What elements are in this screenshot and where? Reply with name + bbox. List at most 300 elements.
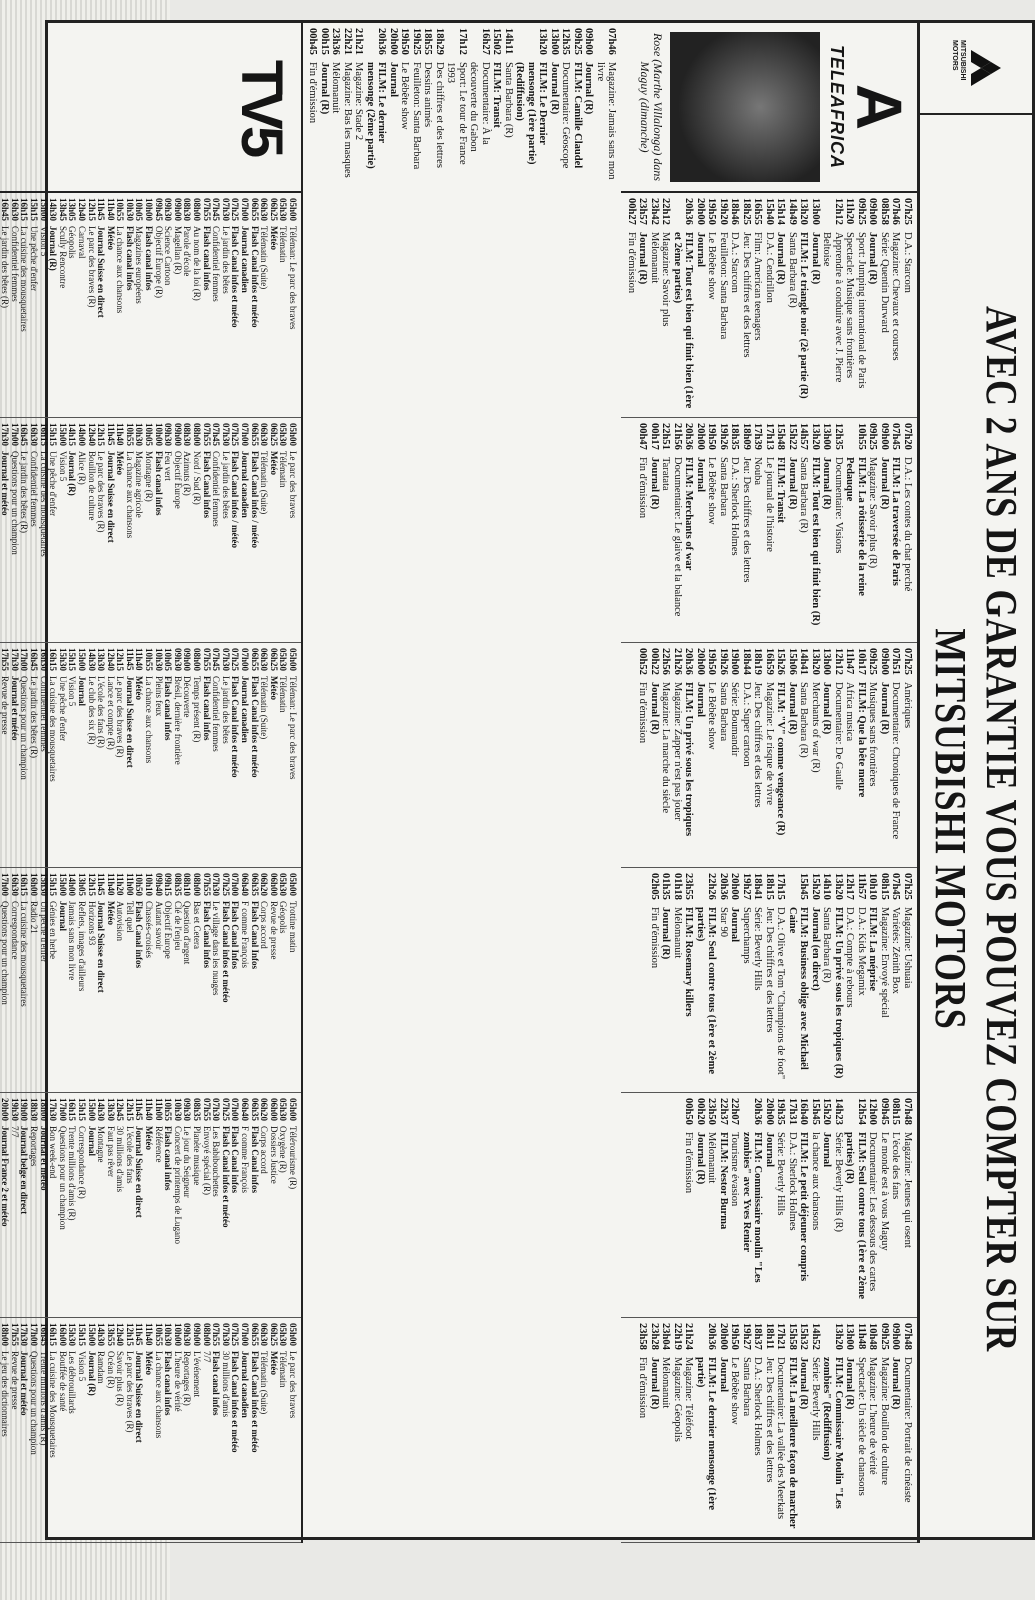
program-title: Journal (R)	[637, 232, 649, 285]
program-title: Flash Canal infos	[201, 451, 212, 519]
program-time: 08h58	[879, 198, 890, 225]
program-title: Documentaire: Visions	[833, 457, 844, 554]
program-time: 07h25	[220, 873, 231, 897]
program-entry	[163, 873, 173, 1087]
program-title: Le parc des braves (R)	[115, 676, 126, 758]
program-title: Questions pour un champion	[28, 1351, 39, 1455]
program-title: Journal	[57, 901, 68, 932]
program-entry	[890, 1323, 902, 1537]
program-entry	[0, 198, 9, 412]
program-entry	[115, 648, 125, 862]
program-time: 16h27	[480, 28, 491, 55]
program-entry	[583, 28, 595, 188]
program-title: Météo	[105, 901, 116, 925]
program-time: 00h50	[683, 1098, 695, 1125]
program-title: Journal (R)	[48, 226, 59, 271]
program-time: 06h40	[240, 1098, 251, 1122]
program-title: Magazine: Savoir plus (R)	[867, 457, 879, 569]
program-title: Journal (en direct)	[810, 907, 821, 991]
program-time: 08h30	[182, 198, 193, 222]
program-title: Nouba	[752, 457, 764, 485]
program-title: Météo	[268, 226, 279, 250]
program-time: 13h00	[821, 423, 833, 450]
program-title: Vision 5	[76, 1351, 87, 1382]
program-time: 23h04	[660, 1323, 672, 1350]
program-time: 10h55	[115, 198, 126, 222]
program-time: 16h15	[19, 873, 30, 897]
program-time: 00h22	[649, 648, 660, 675]
program-time: 14h49	[787, 198, 798, 225]
program-time: 18h00	[0, 1323, 11, 1347]
program-entry	[211, 873, 221, 1087]
program-time: 11h40	[105, 198, 116, 221]
program-entry	[365, 28, 388, 188]
program-entry	[810, 648, 822, 862]
program-time: 18h11	[764, 1323, 775, 1350]
program-time: 09h00	[182, 648, 193, 672]
program-title: Autant savoir	[153, 901, 164, 950]
program-entry	[729, 423, 741, 637]
program-title: Chassés-croisés	[144, 901, 155, 958]
program-entry	[879, 648, 891, 862]
program-time: 19h27	[741, 1323, 752, 1350]
program-time: 05h30	[278, 648, 289, 672]
program-entry	[683, 423, 695, 637]
program-entry	[9, 648, 19, 862]
program-time: 23h55	[683, 873, 695, 900]
program-entry	[683, 1323, 695, 1537]
program-title: Jeu: Des chiffres et des lettres	[764, 1357, 775, 1483]
program-time: 21h21	[353, 28, 365, 55]
program-entry	[67, 873, 77, 1087]
program-title: Nord / Sud (R)	[192, 451, 203, 505]
program-title: Magazine: Ushuaia	[902, 907, 913, 989]
program-title: Flash Canal infos et météo	[230, 676, 241, 778]
program-time: 18h41	[752, 873, 764, 900]
program-time: 13h00	[844, 1323, 856, 1350]
program-entry	[867, 1323, 879, 1537]
program-time: 16h45	[28, 648, 39, 672]
program-entry	[764, 198, 776, 412]
program-title: Flash canal infos	[144, 226, 155, 291]
program-entry	[86, 873, 96, 1087]
program-time: 15h32	[798, 1323, 810, 1350]
program-entry	[775, 873, 787, 1087]
program-time: 15h00	[57, 873, 68, 897]
program-title: Journal (R)	[649, 682, 660, 735]
program-time: 07h46	[890, 198, 902, 225]
program-title: FILM: Le triangle noir (2è partie (R)	[798, 232, 810, 399]
program-entry	[844, 873, 856, 1087]
program-title: la chance aux chansons	[810, 1132, 821, 1231]
program-time: 07h00	[240, 423, 251, 447]
program-entry	[879, 873, 891, 1087]
program-title: FILM: "V" comme vengeance (R)	[775, 682, 787, 836]
program-entry	[718, 1323, 730, 1537]
program-title: Le jardin des bêtes	[220, 451, 231, 519]
program-time: 15h06	[787, 648, 798, 675]
program-time: 15h48	[775, 423, 787, 450]
program-time: 15h15	[28, 198, 39, 222]
program-entry	[287, 198, 297, 412]
program-title: Bouffée de santé	[57, 1351, 68, 1412]
program-entry	[191, 873, 201, 1087]
program-entry	[706, 1098, 718, 1312]
program-time: 09h00	[879, 423, 890, 450]
program-time: 23h36	[330, 28, 342, 55]
program-title: Confidentiel femmes	[28, 451, 39, 527]
program-entry	[287, 873, 297, 1087]
program-title: FILM: Business oblige avec Michaël Caine	[787, 907, 810, 1070]
program-entry	[775, 1323, 787, 1537]
program-time: 05h00	[288, 198, 298, 222]
program-title: Flash Canal infos	[249, 1126, 260, 1194]
program-title: Trente millions d'amis (R)	[67, 1126, 78, 1221]
program-title: FILM: La méprise	[867, 907, 879, 991]
program-time: 07h30	[220, 648, 231, 672]
program-entry	[902, 1323, 914, 1537]
program-title: D.A.: Cendrillon	[764, 232, 775, 303]
program-title: Météo	[144, 1351, 155, 1375]
program-title: Magazine: Envoyé spécial	[879, 907, 890, 1018]
program-time: 09h00	[172, 198, 183, 222]
program-title: Une pêche d'enfer	[57, 676, 68, 742]
program-entry	[798, 1098, 810, 1312]
program-title: Magellan (R)	[172, 226, 183, 275]
program-time: 06h00	[268, 873, 279, 897]
channel-row	[301, 23, 917, 1543]
program-entry	[259, 1323, 269, 1537]
program-entry	[96, 1323, 106, 1537]
program-entry	[144, 1098, 154, 1312]
program-title: Magazine: Zapper n'est pas jouer	[672, 682, 683, 821]
program-title: Journal	[388, 62, 399, 98]
program-entry	[86, 1098, 96, 1312]
program-entry	[76, 1323, 86, 1537]
program-time: 07h00	[240, 198, 251, 222]
program-title: Flash canal infos	[211, 1351, 222, 1416]
program-entry	[695, 198, 707, 412]
program-time: 12h54	[856, 1098, 867, 1125]
program-entry	[124, 198, 134, 412]
program-time: 21h26	[672, 648, 683, 675]
program-entry	[503, 28, 515, 188]
program-entry	[672, 873, 684, 1087]
program-title: Documentaire: Chroniques de France	[890, 682, 902, 840]
program-title: Questions pour un champion	[9, 451, 20, 555]
program-title: Météo	[268, 451, 279, 475]
program-entry	[163, 198, 173, 412]
program-title: F comme François	[240, 1126, 251, 1193]
program-time: 18h44	[741, 648, 752, 675]
program-entry	[695, 873, 718, 1087]
program-title: Journal	[695, 457, 706, 493]
program-entry	[695, 1098, 707, 1312]
program-time: 12h15	[124, 1098, 135, 1122]
day-column	[622, 193, 918, 418]
program-title: Flash canal infos	[163, 1126, 174, 1191]
program-entry	[411, 28, 423, 188]
program-entry	[626, 198, 638, 412]
program-time: 15h40	[764, 198, 775, 225]
program-title: Questions pour un champion	[0, 901, 11, 1005]
program-entry	[220, 423, 230, 637]
program-title: Documentaire: À la découverte du Gabon	[468, 62, 491, 152]
program-time: 00h47	[637, 423, 649, 450]
program-title: Horizons 93	[86, 901, 97, 946]
program-entry	[798, 648, 810, 862]
program-entry	[211, 198, 221, 412]
program-time: 13h00	[810, 198, 821, 225]
program-time: 07h00	[240, 1323, 251, 1347]
program-time: 16h59	[764, 648, 775, 675]
program-entry	[902, 1098, 914, 1312]
program-time: 20h00	[388, 28, 399, 55]
program-entry	[752, 648, 764, 862]
program-entry	[718, 873, 730, 1087]
program-time: 01h18	[672, 873, 683, 900]
program-title: Le jeu des dictionnaires	[0, 1351, 11, 1437]
program-title: Africa musica	[844, 682, 856, 742]
program-entry	[810, 198, 822, 412]
program-time: 05h30	[278, 1323, 289, 1347]
program-entry	[445, 28, 468, 188]
program-entry	[144, 1323, 154, 1537]
program-entry	[201, 1323, 211, 1537]
program-entry	[191, 648, 201, 862]
program-title: Journal	[695, 232, 706, 268]
program-title: FILM: Seul contre tous (1ère et 2ème parties)	[695, 907, 718, 1074]
program-title: Magazine: Jamais sans mon livre	[595, 62, 618, 180]
program-title: Sport: Jumping international de Paris	[856, 232, 867, 389]
program-title: Au nom de la loi (R)	[192, 226, 203, 301]
program-time: 11h40	[105, 873, 116, 896]
program-time: 07h00	[230, 873, 241, 897]
program-title: Superchamps	[741, 907, 752, 964]
program-entry	[902, 648, 914, 862]
program-time: 11h47	[844, 648, 856, 675]
program-entry	[902, 873, 914, 1087]
program-title: Journal (R)	[649, 457, 660, 510]
program-time: 10h05	[163, 648, 174, 672]
program-title: Journal (R)	[775, 232, 787, 285]
program-title: Lance et compte (R)	[105, 676, 116, 750]
program-entry	[729, 873, 741, 1087]
program-time: 11h45	[96, 198, 107, 221]
program-time: 11h40	[115, 423, 126, 446]
program-entry	[239, 1098, 249, 1312]
ad-banner	[917, 23, 1032, 1543]
program-time: 08h15	[890, 1098, 902, 1125]
program-time: 17h00	[28, 1323, 39, 1347]
program-time: 12h40	[76, 198, 87, 222]
program-entry	[182, 423, 192, 637]
program-entry	[741, 1323, 753, 1537]
program-entry	[752, 198, 764, 412]
program-title: Film: American teenagers	[752, 232, 764, 341]
program-entry	[172, 873, 182, 1087]
program-time: 15h20	[821, 1098, 833, 1125]
program-time: 23h42	[649, 198, 660, 225]
program-time: 16h45	[38, 1323, 49, 1347]
program-title: Radio 21	[28, 901, 39, 934]
program-entry	[105, 648, 115, 862]
program-title: Une pêche d'enfer	[48, 451, 59, 517]
program-title: Questions pour un champion	[19, 676, 30, 780]
program-entry	[706, 648, 718, 862]
program-time: 17h00	[9, 423, 20, 447]
program-time: 18h55	[422, 28, 434, 55]
program-title: Série: Quentin Durward	[879, 232, 890, 333]
program-title: Santa Barbara (R)	[821, 907, 833, 983]
program-time: 08h10	[182, 873, 193, 897]
program-time: 15h58	[787, 1323, 798, 1350]
program-title: Autovision	[115, 901, 126, 942]
program-title: FILM: Tout est bien qui finit bien (R)	[810, 457, 821, 626]
program-time: 23h57	[637, 198, 649, 225]
program-title: D.A.: Compte à rebours	[844, 907, 856, 1008]
program-entry	[706, 423, 718, 637]
program-time: 10h00	[172, 1323, 183, 1347]
program-entry	[19, 198, 29, 412]
rotated-newspaper-page	[0, 20, 1035, 1540]
program-time: 07h30	[211, 1098, 222, 1122]
program-entry	[278, 1323, 288, 1537]
program-entry	[821, 1098, 833, 1312]
program-title: Feuilleton: Santa Barbara	[718, 232, 729, 340]
program-entry	[844, 198, 856, 412]
program-entry	[660, 1323, 672, 1537]
program-time: 14h30	[86, 648, 97, 672]
program-entry	[672, 198, 695, 412]
program-title: Génies en herbe	[48, 901, 59, 959]
program-title: Science Cartoon	[163, 226, 174, 286]
program-entry	[468, 28, 491, 188]
program-title: Météo	[268, 676, 279, 700]
program-entry	[153, 198, 163, 412]
program-time: 11h45	[134, 1323, 145, 1346]
program-entry	[201, 423, 211, 637]
program-entry	[220, 198, 230, 412]
program-title: Le monde est à vous Maguy	[879, 1132, 890, 1251]
program-time: 07h30	[220, 198, 231, 222]
program-time: 10h55	[144, 648, 155, 672]
program-time: 19h50	[706, 198, 718, 225]
program-entry	[144, 873, 154, 1087]
program-time: 07h55	[201, 1098, 212, 1122]
program-time: 22h51	[660, 423, 672, 450]
program-title: Savoir plus (R)	[115, 1351, 126, 1406]
program-title: Série: Beverly Hills	[810, 1357, 821, 1441]
program-title: Journal	[718, 1357, 729, 1393]
program-title: FILM: Tout est bien qui finit bien (1ère et 2ème parties)	[672, 232, 695, 409]
program-entry	[810, 873, 822, 1087]
program-entry	[729, 1323, 741, 1537]
program-time: 12h15	[96, 423, 107, 447]
program-time: 15h45	[810, 1098, 821, 1125]
program-time: 10h30	[124, 198, 135, 222]
program-title: Le parc des braves	[288, 451, 298, 519]
program-entry	[230, 198, 240, 412]
program-entry	[844, 423, 867, 637]
program-time: 10h50	[134, 873, 145, 897]
program-time: 07h51	[890, 648, 902, 675]
program-time: 12h15	[86, 873, 97, 897]
program-title: Fin d'émission	[307, 62, 319, 124]
program-time: 15h22	[787, 423, 798, 450]
program-entry	[86, 648, 96, 862]
program-title: FILM: Transit	[491, 62, 503, 128]
program-title: Le parc des braves (R)	[86, 226, 97, 308]
program-time: 09h25	[572, 28, 583, 55]
program-title: F comme François	[240, 901, 251, 968]
program-time: 19h26	[718, 423, 729, 450]
program-time: 07h45	[211, 423, 222, 447]
program-title: D.A.: Starcom	[729, 232, 741, 293]
program-time: 09h25	[867, 423, 879, 450]
program-entry	[867, 648, 879, 862]
program-time: 05h00	[288, 423, 298, 447]
program-title: Reportages	[28, 1126, 39, 1167]
program-entry	[856, 648, 868, 862]
program-title: Vision 5	[67, 676, 78, 707]
program-entry	[96, 648, 106, 862]
program-entry	[9, 1323, 19, 1537]
program-entry	[172, 1323, 182, 1537]
program-title: Concert de printemps de Lugano	[172, 1126, 183, 1244]
program-title: Santa Barbara	[718, 457, 729, 517]
program-time: 12h15	[86, 198, 97, 222]
program-time: 14h41	[798, 648, 810, 675]
program-title: La chance aux chansons	[115, 226, 126, 314]
program-title: Flash Canal infos et météo	[249, 226, 260, 328]
program-time: 14h52	[810, 1323, 821, 1350]
program-title: Le jardin des bêtes	[220, 676, 231, 744]
program-title: Météo	[134, 676, 145, 700]
program-time: 13h45	[57, 198, 68, 222]
program-title: Confidentiel femmes	[9, 226, 20, 302]
program-time: 13h20	[833, 1323, 844, 1350]
program-time: 08h00	[192, 873, 203, 897]
program-entry	[683, 873, 695, 1087]
program-entry	[649, 198, 661, 412]
program-entry	[153, 648, 163, 862]
program-time: 14h15	[67, 423, 78, 447]
program-title: Confidentiel femmes	[211, 676, 222, 752]
program-entry	[718, 1098, 730, 1312]
program-entry	[821, 648, 833, 862]
program-time: 13h00	[821, 648, 833, 675]
program-time: 08h00	[192, 648, 203, 672]
program-title: Ramdam	[96, 1351, 107, 1384]
teleafrica-logo-icon: A	[843, 83, 915, 131]
program-title: Le Bébête show	[729, 1357, 741, 1425]
program-time: 14h11	[503, 28, 514, 55]
program-entry	[572, 28, 584, 188]
program-title: Questions pour un champion	[57, 1126, 68, 1230]
program-title: L'événement	[192, 1351, 203, 1398]
program-time: 17h12	[457, 28, 468, 55]
program-title: Journal (R)	[879, 682, 890, 735]
program-time: 06h20	[259, 873, 270, 897]
program-entry	[191, 198, 201, 412]
program-entry	[660, 873, 672, 1087]
program-time: 09h00	[192, 1323, 203, 1347]
program-time: 07h00	[240, 648, 251, 672]
program-time: 19h50	[706, 423, 718, 450]
program-entry	[38, 198, 48, 412]
program-entry	[595, 28, 618, 188]
